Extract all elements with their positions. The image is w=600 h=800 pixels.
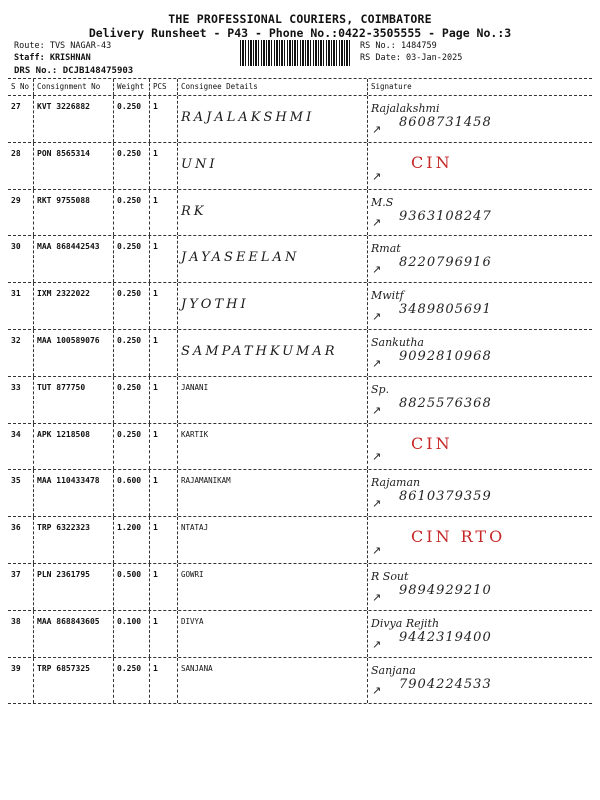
serial-number: 30 — [8, 236, 34, 282]
pieces-count: 1 — [150, 517, 178, 563]
weight-value: 0.250 — [114, 236, 150, 282]
table-row — [8, 470, 592, 517]
weight-value: 0.250 — [114, 190, 150, 236]
consignee-handwritten-name: JAYASEELAN — [181, 250, 300, 266]
signature-phone: 8610379359 — [399, 489, 492, 505]
signature-name: Rmat — [371, 242, 401, 256]
table-row — [8, 96, 592, 143]
consignment-number: APK 1218508 — [34, 424, 114, 470]
tick-mark-icon: ↗ — [372, 169, 382, 183]
weight-value: 0.250 — [114, 143, 150, 189]
consignee-details — [178, 424, 368, 470]
pieces-count: 1 — [150, 96, 178, 142]
signature-phone: 7904224533 — [399, 676, 492, 692]
tick-mark-icon: ↗ — [372, 122, 382, 136]
col-header-signature: Signature — [371, 82, 412, 91]
signature-phone: 9894929210 — [399, 582, 492, 598]
pieces-count: 1 — [150, 236, 178, 282]
serial-number: 33 — [8, 377, 34, 423]
table-row — [8, 611, 592, 658]
weight-value: 0.500 — [114, 564, 150, 610]
weight-value: 0.250 — [114, 283, 150, 329]
consignment-number: PLN 2361795 — [34, 564, 114, 610]
table-row — [8, 330, 592, 377]
signature-name: M.S — [371, 195, 394, 209]
table-row — [8, 236, 592, 283]
consignment-number: TRP 6857325 — [34, 658, 114, 704]
consignment-number: MAA 100589076 — [34, 330, 114, 376]
signature-name: Sanjana — [371, 663, 416, 677]
weight-value: 0.100 — [114, 611, 150, 657]
consignee-printed-name: SANJANA — [181, 663, 213, 673]
consignee-handwritten-name: SAMPATHKUMAR — [181, 343, 338, 359]
consignment-number: RKT 9755088 — [34, 190, 114, 236]
signature-phone: 8220796916 — [399, 255, 492, 271]
tick-mark-icon: ↗ — [372, 450, 382, 464]
consignee-details — [178, 96, 368, 142]
consignee-details — [178, 283, 368, 329]
delivery-table — [8, 78, 592, 704]
col-header-consignment: Consignment No — [34, 79, 114, 95]
table-row — [8, 143, 592, 190]
weight-value: 1.200 — [114, 517, 150, 563]
serial-number: 27 — [8, 96, 34, 142]
pieces-count: 1 — [150, 658, 178, 704]
consignment-number: PON 8565314 — [34, 143, 114, 189]
weight-value: 0.250 — [114, 377, 150, 423]
signature-name: Divya Rejith — [371, 616, 440, 630]
table-row — [8, 190, 592, 237]
pieces-count: 1 — [150, 470, 178, 516]
consignee-printed-name: RAJAMANIKAM — [181, 476, 231, 486]
serial-number: 29 — [8, 190, 34, 236]
table-row — [8, 283, 592, 330]
col-header-pcs: PCS — [150, 79, 178, 95]
consignee-details — [178, 564, 368, 610]
runsheet-meta-left — [14, 40, 133, 77]
signature-cell — [368, 470, 592, 516]
weight-value: 0.250 — [114, 658, 150, 704]
col-header-sno: S No — [8, 79, 34, 95]
route-label: Route: TVS NAGAR-43 — [14, 41, 112, 51]
consignee-details — [178, 658, 368, 704]
consignee-details — [178, 377, 368, 423]
signature-cell — [368, 517, 592, 563]
signature-cell — [368, 424, 592, 470]
signature-phone: 9363108247 — [399, 208, 492, 224]
pieces-count: 1 — [150, 283, 178, 329]
signature-phone: 8608731458 — [399, 115, 492, 130]
signature-cell — [368, 96, 592, 142]
signature-name: Sp. — [371, 382, 390, 396]
signature-cell — [368, 611, 592, 657]
consignee-details — [178, 330, 368, 376]
consignee-printed-name: DIVYA — [181, 616, 204, 626]
serial-number: 38 — [8, 611, 34, 657]
table-body — [8, 96, 592, 704]
signature-phone: 9092810968 — [399, 348, 492, 364]
tick-mark-icon: ↗ — [372, 543, 382, 557]
tick-mark-icon: ↗ — [372, 497, 382, 511]
serial-number: 35 — [8, 470, 34, 516]
signature-name: Mwitf — [371, 289, 404, 303]
signature-phone: 8825576368 — [399, 395, 492, 411]
consignee-details — [178, 190, 368, 236]
barcode-image — [240, 40, 352, 66]
signature-cell — [368, 236, 592, 282]
signature-cell — [368, 377, 592, 423]
tick-mark-icon: ↗ — [372, 216, 382, 230]
table-row — [8, 564, 592, 611]
consignment-number: MAA 868843605 — [34, 611, 114, 657]
consignment-number: MAA 868442543 — [34, 236, 114, 282]
consignment-number: TRP 6322323 — [34, 517, 114, 563]
pieces-count: 1 — [150, 424, 178, 470]
consignee-details — [178, 143, 368, 189]
signature-cell — [368, 658, 592, 704]
consignment-number: KVT 3226882 — [34, 96, 114, 142]
serial-number: 31 — [8, 283, 34, 329]
runsheet-meta-right — [360, 40, 462, 64]
pieces-count: 1 — [150, 377, 178, 423]
pieces-count: 1 — [150, 564, 178, 610]
consignment-number: MAA 110433478 — [34, 470, 114, 516]
signature-cell — [368, 190, 592, 236]
tick-mark-icon: ↗ — [372, 356, 382, 370]
serial-number: 36 — [8, 517, 34, 563]
tick-mark-icon: ↗ — [372, 309, 382, 323]
serial-number: 32 — [8, 330, 34, 376]
signature-cell — [368, 283, 592, 329]
consignee-printed-name: JANANI — [181, 382, 209, 392]
pieces-count: 1 — [150, 611, 178, 657]
col-header-details: Consignee Details — [178, 79, 368, 95]
tick-mark-icon: ↗ — [372, 403, 382, 417]
serial-number: 39 — [8, 658, 34, 704]
consignee-printed-name: GOWRI — [181, 569, 204, 579]
table-row — [8, 377, 592, 424]
consignee-handwritten-name: RK — [181, 203, 207, 219]
table-header-row — [8, 79, 592, 95]
tick-mark-icon: ↗ — [372, 590, 382, 604]
staff-label: Staff: KRISHNAN — [14, 53, 91, 63]
rs-number: RS No.: 1484759 — [360, 41, 437, 51]
signature-phone: 3489805691 — [399, 302, 492, 318]
drs-number: DRS No.: DCJB148475903 — [14, 66, 134, 76]
signature-cell — [368, 564, 592, 610]
table-row — [8, 658, 592, 705]
signature-name: Rajaman — [371, 476, 421, 490]
consignee-details — [178, 236, 368, 282]
serial-number: 28 — [8, 143, 34, 189]
consignee-details — [178, 470, 368, 516]
consignee-handwritten-name: JYOTHI — [181, 297, 249, 313]
consignee-printed-name: NTATAJ — [181, 523, 209, 533]
signature-cell — [368, 143, 592, 189]
consignee-details — [178, 611, 368, 657]
signature-name: Sankutha — [371, 335, 424, 349]
weight-value: 0.250 — [114, 96, 150, 142]
consignment-number: IXM 2322022 — [34, 283, 114, 329]
weight-value: 0.600 — [114, 470, 150, 516]
consignee-printed-name: KARTIK — [181, 429, 209, 439]
consignee-handwritten-name: RAJALAKSHMI — [181, 110, 315, 125]
consignee-details — [178, 517, 368, 563]
table-row — [8, 424, 592, 471]
cin-mark: CIN — [411, 433, 453, 453]
pieces-count: 1 — [150, 190, 178, 236]
weight-value: 0.250 — [114, 330, 150, 376]
rs-date: RS Date: 03-Jan-2025 — [360, 53, 463, 63]
signature-phone: 9442319400 — [399, 629, 492, 645]
serial-number: 37 — [8, 564, 34, 610]
signature-cell — [368, 330, 592, 376]
tick-mark-icon: ↗ — [372, 684, 382, 698]
pieces-count: 1 — [150, 143, 178, 189]
col-header-weight: Weight — [114, 79, 150, 95]
cin-mark: CIN RTO — [411, 527, 506, 547]
serial-number: 34 — [8, 424, 34, 470]
table-row — [8, 517, 592, 564]
pieces-count: 1 — [150, 330, 178, 376]
tick-mark-icon: ↗ — [372, 637, 382, 651]
signature-name: Rajalakshmi — [371, 102, 440, 115]
company-name: THE PROFESSIONAL COURIERS, COIMBATORE — [168, 12, 432, 26]
weight-value: 0.250 — [114, 424, 150, 470]
tick-mark-icon: ↗ — [372, 263, 382, 277]
consignee-handwritten-name: UNI — [181, 156, 218, 172]
consignment-number: TUT 877750 — [34, 377, 114, 423]
runsheet-title: Delivery Runsheet - P43 - Phone No.:0422-3505555 - Page No.:3 — [88, 26, 512, 40]
cin-mark: CIN — [411, 152, 453, 172]
signature-name: R Sout — [371, 569, 409, 583]
